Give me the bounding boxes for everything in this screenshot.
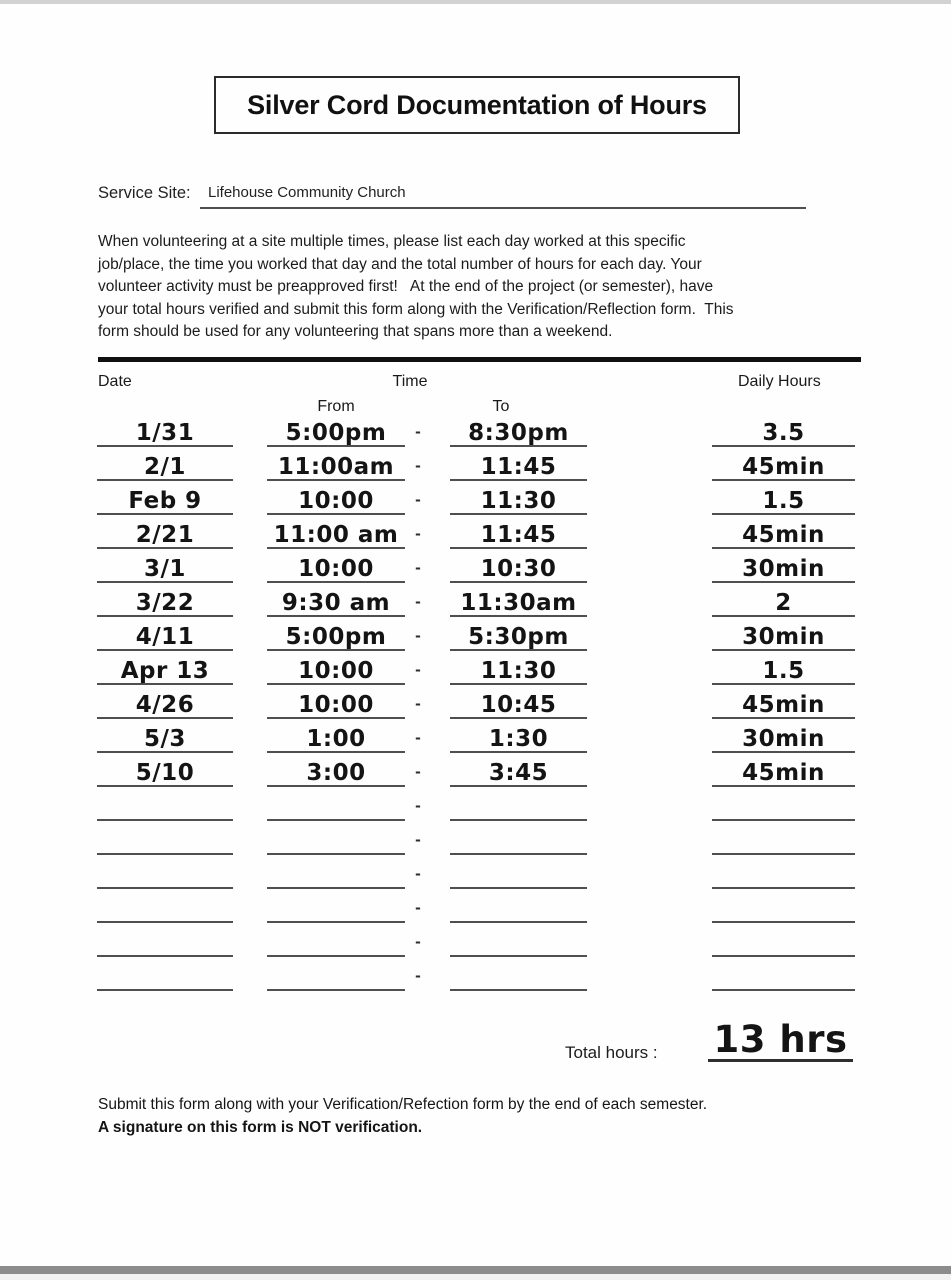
- to-cell: [450, 547, 587, 583]
- from-cell: [267, 649, 405, 685]
- table-row: [0, 889, 951, 923]
- to-cell: [450, 513, 587, 549]
- hours-cell: [712, 955, 855, 991]
- to-cell: [450, 887, 587, 923]
- hours-cell-value: 45min: [742, 692, 825, 719]
- date-cell-value: 2/21: [135, 522, 195, 549]
- to-cell-value: 1:30: [488, 726, 549, 753]
- from-cell: [267, 411, 405, 447]
- service-site-value: Lifehouse Community Church: [208, 184, 406, 201]
- to-cell-value: 8:30pm: [468, 420, 569, 447]
- from-cell-value: 11:00 am: [273, 522, 399, 549]
- footer-warning-text: A signature on this form is NOT verification.: [98, 1119, 423, 1136]
- from-cell-value: 10:00: [298, 556, 374, 583]
- to-cell-value: 10:30: [480, 556, 557, 583]
- table-row: [0, 821, 951, 855]
- table-row: [0, 787, 951, 821]
- from-cell: [267, 819, 405, 855]
- from-cell-value: 3:00: [306, 760, 366, 787]
- date-cell: [97, 683, 233, 719]
- to-cell: [450, 955, 587, 991]
- to-cell-value: 3:45: [488, 760, 549, 787]
- to-cell: [450, 649, 587, 685]
- date-cell-value: 5/10: [135, 760, 195, 787]
- to-cell: [450, 717, 587, 753]
- time-separator: -: [415, 456, 421, 475]
- hours-cell: [712, 785, 855, 821]
- from-cell-value: 11:00am: [277, 454, 395, 481]
- time-separator: -: [415, 966, 421, 985]
- table-row: [0, 719, 951, 753]
- table-row: [0, 549, 951, 583]
- from-cell: [267, 445, 405, 481]
- date-cell: [97, 649, 233, 685]
- instructions-line: form should be used for any volunteering that spans more than a weekend.: [98, 323, 613, 341]
- from-cell: [267, 785, 405, 821]
- instructions-line: your total hours verified and submit this form along with the Verification/Reflection form. This: [98, 300, 734, 318]
- time-separator: -: [415, 490, 421, 509]
- date-cell-value: 3/1: [144, 556, 186, 583]
- from-cell: [267, 581, 405, 617]
- hours-cell: [712, 445, 855, 481]
- from-cell: [267, 513, 405, 549]
- hours-cell: [712, 581, 855, 617]
- from-cell-value: 9:30 am: [281, 590, 391, 617]
- date-cell-value: Feb 9: [128, 488, 202, 515]
- page-title: Silver Cord Documentation of Hours: [247, 89, 707, 120]
- table-row: [0, 957, 951, 991]
- hours-cell-value: 3.5: [762, 420, 805, 447]
- date-cell-value: Apr 13: [120, 658, 210, 685]
- to-cell-value: 10:45: [480, 692, 557, 719]
- from-cell-value: 5:00pm: [285, 624, 387, 651]
- to-cell-value: 11:30: [480, 488, 557, 515]
- to-cell: [450, 853, 587, 889]
- from-cell: [267, 921, 405, 957]
- to-cell: [450, 683, 587, 719]
- hours-cell-value: 45min: [742, 760, 825, 787]
- to-cell: [450, 751, 587, 787]
- from-cell: [267, 683, 405, 719]
- date-cell: [97, 513, 233, 549]
- date-cell: [97, 955, 233, 991]
- column-subheader-from: From: [317, 398, 355, 415]
- table-row: [0, 617, 951, 651]
- date-cell: [97, 479, 233, 515]
- table-row: [0, 855, 951, 889]
- hours-cell-value: 30min: [742, 556, 825, 583]
- from-cell-value: 10:00: [298, 658, 374, 685]
- table-row: [0, 651, 951, 685]
- hours-cell-value: 1.5: [762, 658, 805, 685]
- date-cell: [97, 785, 233, 821]
- hours-cell: [712, 547, 855, 583]
- time-separator: -: [415, 524, 421, 543]
- to-cell: [450, 411, 587, 447]
- time-separator: -: [415, 592, 421, 611]
- from-cell-value: 1:00: [306, 726, 366, 753]
- total-hours-line: [708, 1018, 853, 1062]
- top-edge-bar: [0, 0, 951, 4]
- time-separator: -: [415, 898, 421, 917]
- date-cell-value: 4/26: [135, 692, 195, 719]
- time-separator: -: [415, 660, 421, 679]
- date-cell-value: 5/3: [144, 726, 186, 753]
- column-header-daily-hours: Daily Hours: [738, 373, 821, 390]
- hours-cell-value: 45min: [742, 454, 825, 481]
- from-cell-value: 5:00pm: [285, 420, 387, 447]
- from-cell: [267, 717, 405, 753]
- footer-submit-text: Submit this form along with your Verification/Refection form by the end of each semester.: [98, 1096, 708, 1113]
- time-separator: -: [415, 422, 421, 441]
- date-cell-value: 2/1: [144, 454, 186, 481]
- date-cell: [97, 411, 233, 447]
- column-header-date: Date: [98, 373, 132, 390]
- to-cell-value: 11:30am: [460, 590, 577, 617]
- time-separator: -: [415, 830, 421, 849]
- date-cell-value: 3/22: [135, 590, 195, 617]
- to-cell: [450, 921, 587, 957]
- bottom-edge-bar: [0, 1266, 951, 1274]
- total-hours-value: 13 hrs: [713, 1018, 848, 1061]
- hours-cell: [712, 683, 855, 719]
- hours-cell: [712, 479, 855, 515]
- time-separator: -: [415, 864, 421, 883]
- hours-cell-value: 1.5: [762, 488, 805, 515]
- date-cell: [97, 921, 233, 957]
- date-cell: [97, 751, 233, 787]
- from-cell: [267, 615, 405, 651]
- time-separator: -: [415, 728, 421, 747]
- hours-cell: [712, 615, 855, 651]
- hours-cell-value: 2: [775, 590, 792, 617]
- time-separator: -: [415, 762, 421, 781]
- to-cell-value: 5:30pm: [468, 624, 569, 651]
- table-row: [0, 515, 951, 549]
- hours-cell: [712, 751, 855, 787]
- to-cell: [450, 445, 587, 481]
- hours-cell: [712, 411, 855, 447]
- table-row: [0, 583, 951, 617]
- instructions-text: [98, 231, 858, 344]
- date-cell: [97, 581, 233, 617]
- instructions-line: volunteer activity must be preapproved first! At the end of the project (or semester), have: [98, 278, 714, 296]
- from-cell: [267, 955, 405, 991]
- from-cell: [267, 547, 405, 583]
- hours-table-rows: [0, 413, 951, 991]
- column-header-time: Time: [392, 373, 428, 390]
- footer-note: [98, 1093, 878, 1139]
- date-cell: [97, 819, 233, 855]
- table-row: [0, 447, 951, 481]
- hours-cell: [712, 717, 855, 753]
- from-cell: [267, 751, 405, 787]
- table-rule: [98, 357, 861, 362]
- date-cell: [97, 445, 233, 481]
- total-hours-label: Total hours :: [565, 1043, 658, 1062]
- hours-cell: [712, 853, 855, 889]
- to-cell-value: 11:45: [480, 454, 557, 481]
- time-separator: -: [415, 796, 421, 815]
- to-cell: [450, 785, 587, 821]
- title-box: [214, 76, 740, 134]
- date-cell: [97, 547, 233, 583]
- date-cell: [97, 717, 233, 753]
- table-row: [0, 481, 951, 515]
- date-cell-value: 4/11: [135, 624, 195, 651]
- table-row: [0, 413, 951, 447]
- table-row: [0, 685, 951, 719]
- date-cell-value: 1/31: [135, 420, 195, 447]
- date-cell: [97, 615, 233, 651]
- to-cell: [450, 581, 587, 617]
- instructions-line: job/place, the time you worked that day and the total number of hours for each day. Your: [98, 255, 702, 273]
- to-cell-value: 11:45: [480, 522, 557, 549]
- to-cell-value: 11:30: [480, 658, 557, 685]
- hours-cell-value: 30min: [742, 624, 825, 651]
- hours-cell: [712, 649, 855, 685]
- date-cell: [97, 853, 233, 889]
- time-separator: -: [415, 932, 421, 951]
- hours-cell: [712, 513, 855, 549]
- table-row: [0, 923, 951, 957]
- service-site-label: Service Site:: [98, 184, 191, 202]
- from-cell-value: 10:00: [298, 692, 374, 719]
- to-cell: [450, 479, 587, 515]
- from-cell: [267, 479, 405, 515]
- from-cell-value: 10:00: [298, 488, 374, 515]
- time-separator: -: [415, 694, 421, 713]
- date-cell: [97, 887, 233, 923]
- hours-cell-value: 45min: [742, 522, 825, 549]
- bottom-edge-strip: [0, 1274, 951, 1280]
- time-separator: -: [415, 558, 421, 577]
- from-cell: [267, 853, 405, 889]
- column-subheader-to: To: [492, 398, 510, 415]
- from-cell: [267, 887, 405, 923]
- hours-cell-value: 30min: [742, 726, 825, 753]
- to-cell: [450, 819, 587, 855]
- table-row: [0, 753, 951, 787]
- time-separator: -: [415, 626, 421, 645]
- hours-cell: [712, 887, 855, 923]
- to-cell: [450, 615, 587, 651]
- hours-cell: [712, 921, 855, 957]
- service-site-line: [200, 183, 806, 209]
- hours-cell: [712, 819, 855, 855]
- instructions-line: When volunteering at a site multiple times, please list each day worked at this specific: [98, 233, 686, 250]
